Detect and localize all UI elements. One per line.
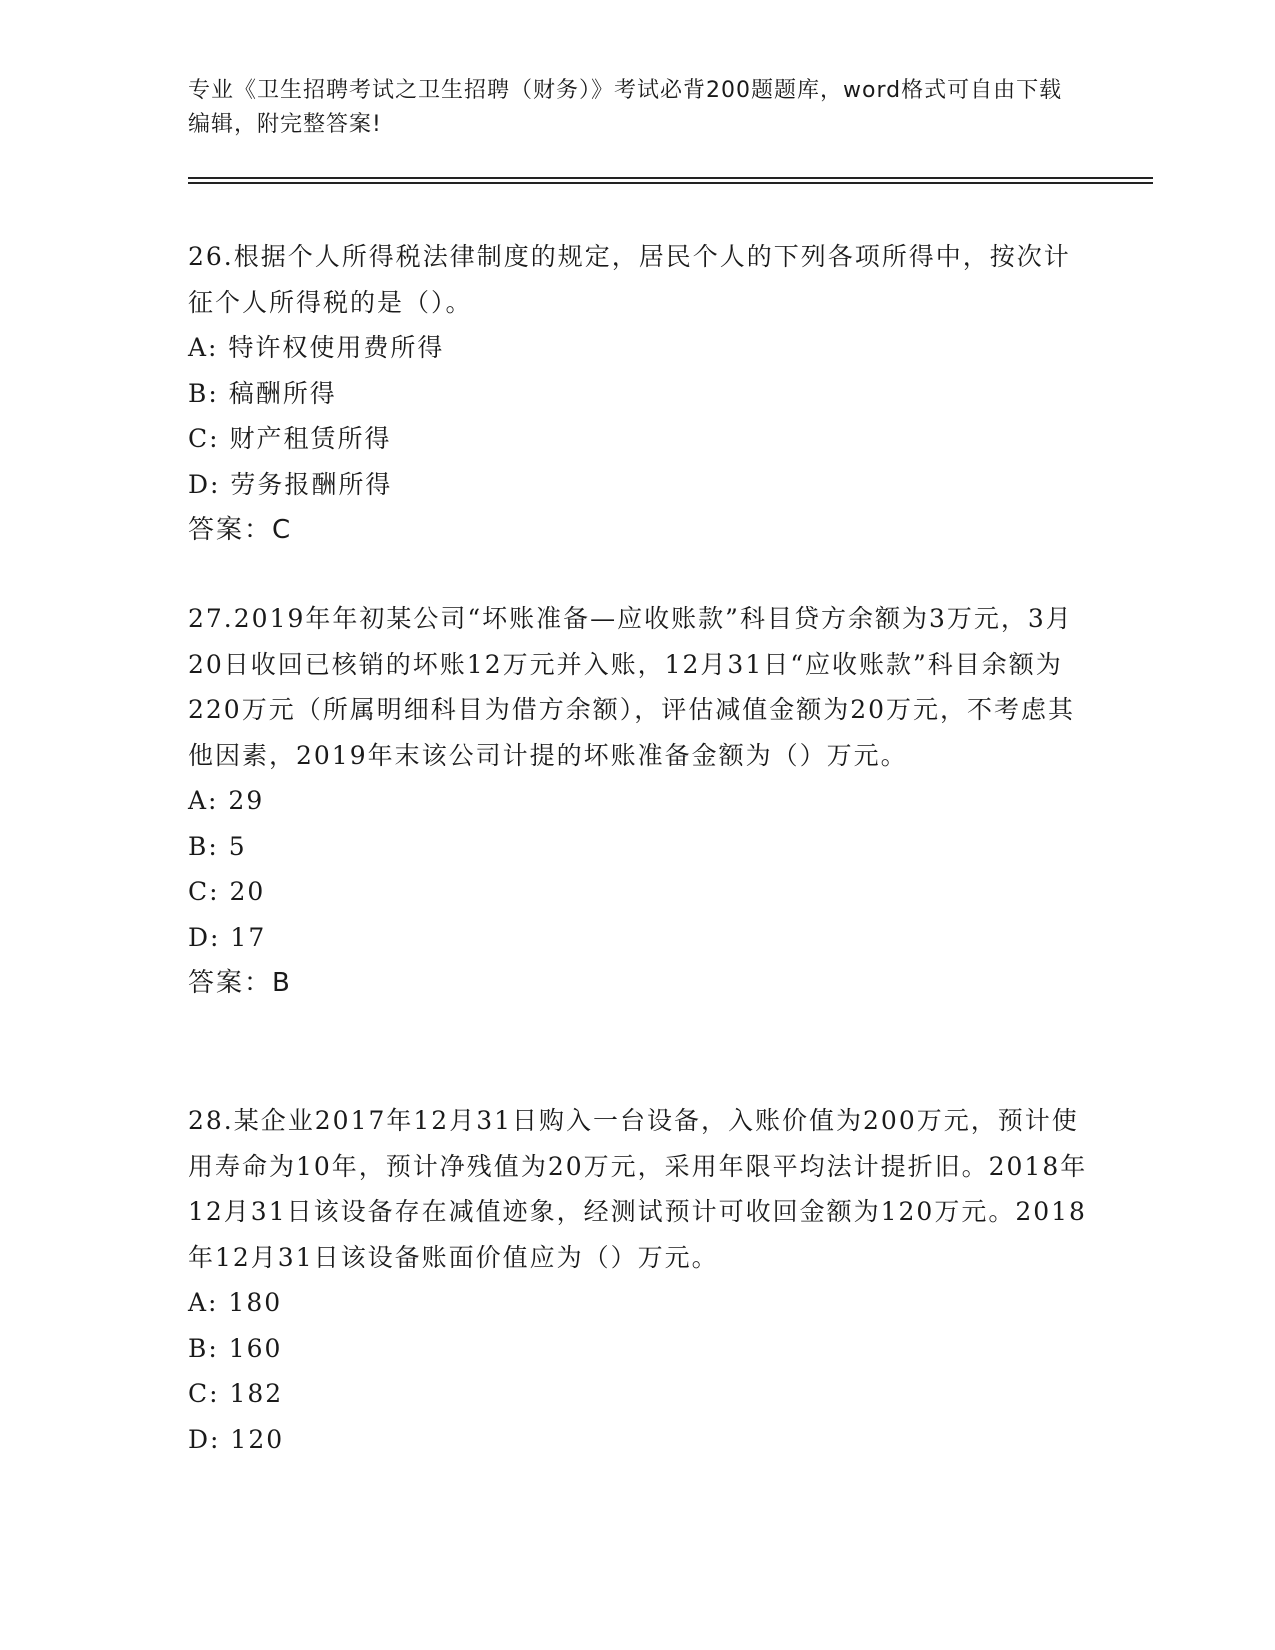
header-divider-top	[188, 177, 1153, 179]
option-a: A: 特许权使用费所得	[188, 333, 445, 362]
question-stem: 27.2019年年初某公司“坏账准备—应收账款”科目贷方余额为3万元，3月20日收回已核销的坏账12万元并入账，12月31日“应收账款”科目余额为220万元（所属明细科目为借方余额），评估减值金额为20万元，不考虑其他因素，2019年末该公司计提的坏账准备金额为（）万元。	[188, 604, 1076, 770]
option-c: C: 20	[188, 877, 266, 906]
question-28	[188, 1098, 1088, 1462]
option-b: B: 160	[188, 1333, 283, 1363]
option-a: A: 180	[188, 1288, 283, 1317]
option-b: B: 稿酬所得	[188, 378, 337, 408]
option-c: C: 182	[188, 1379, 284, 1408]
answer: 答案：C	[188, 515, 293, 545]
option-a: A: 29	[188, 786, 265, 815]
option-d: D: 劳务报酬所得	[188, 469, 393, 499]
question-27	[188, 596, 1088, 1006]
option-d: D: 120	[188, 1424, 285, 1454]
question-26	[188, 234, 1088, 553]
header-divider-bottom	[188, 182, 1153, 184]
question-stem: 26.根据个人所得税法律制度的规定，居民个人的下列各项所得中，按次计征个人所得税的是（）。	[188, 242, 1071, 317]
question-stem: 28.某企业2017年12月31日购入一台设备，入账价值为200万元，预计使用寿命为10年，预计净残值为20万元，采用年限平均法计提折旧。2018年12月31日该设备存在减值迹象，经测试预计可收回金额为120万元。2018年12月31日该设备账面价值应为（）万元。	[188, 1106, 1088, 1272]
option-d: D: 17	[188, 922, 267, 952]
document-header: 专业《卫生招聘考试之卫生招聘（财务）》考试必背200题题库，word格式可自由下载编辑，附完整答案!	[188, 78, 1063, 137]
answer: 答案：B	[188, 968, 292, 998]
option-b: B: 5	[188, 831, 247, 861]
option-c: C: 财产租赁所得	[188, 424, 392, 453]
